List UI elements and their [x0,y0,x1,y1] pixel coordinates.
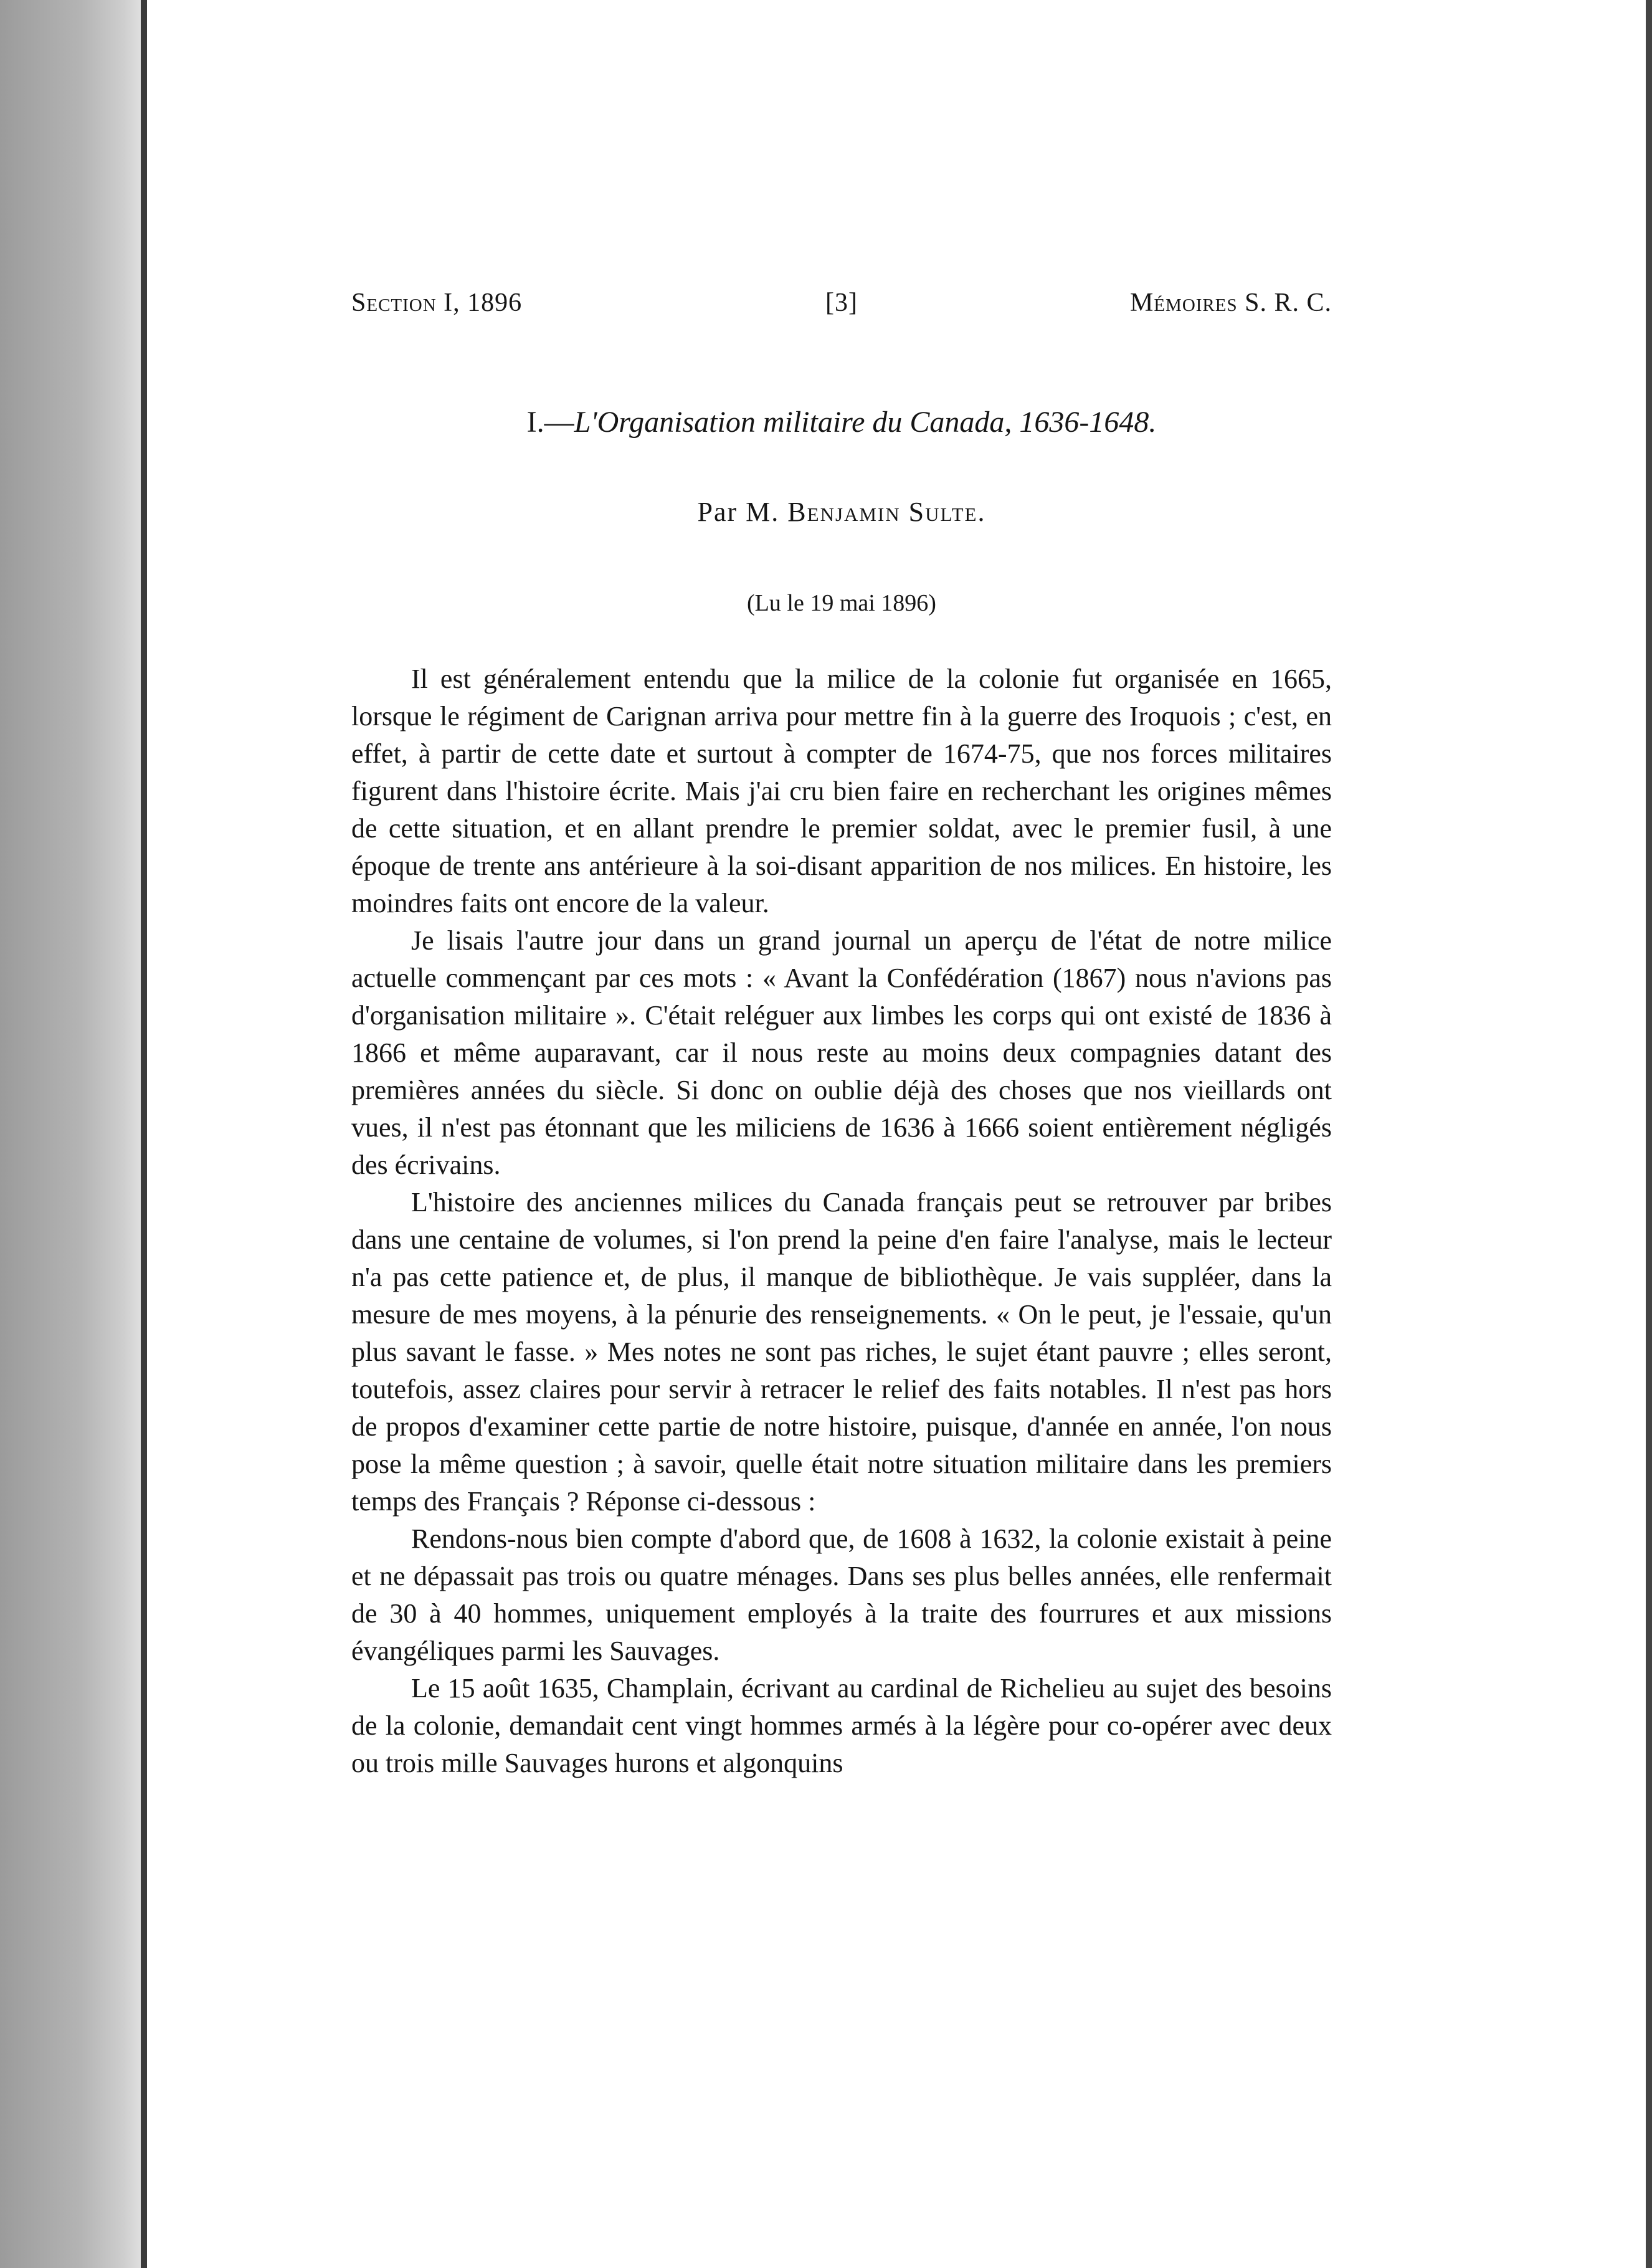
header-journal: Mémoires S. R. C. [1129,288,1332,317]
paragraph: L'histoire des anciennes milices du Canada français peut se retrouver par bribes dans une centaine de volumes, si l'on prend la peine d'en faire l'analyse, mais le lecteur n'a pas cette patience et, de plus, il manque de bibliothèque. Je vais suppléer, dans la mesure de mes moyens, à la pénurie des renseignements. « On le peut, je l'essaie, qu'un plus savant le fasse. » Mes notes ne sont pas riches, le sujet étant pauvre ; elles seront, toutefois, assez claires pour servir à retracer le relief des faits notables. Il n'est pas hors de propos d'examiner cette partie de notre histoire, puisque, d'année en année, l'on nous pose la même question ; à savoir, quelle était notre situation militaire dans les premiers temps des Français ? Réponse ci-dessous : [351,1187,1332,1517]
author-name: Benjamin Sulte. [787,497,986,527]
scan-edge-shadow [0,0,147,2268]
header-page-number: [3] [825,288,858,317]
header-section: Section I, 1896 [351,288,523,317]
paragraph: Le 15 août 1635, Champlain, écrivant au cardinal de Richelieu au sujet des besoins de la colonie, demandait cent vingt hommes armés à la légère pour co-opérer avec deux ou trois mille Sauvages hurons et algonquins [351,1673,1332,1778]
running-header [351,288,1332,325]
paragraph: Je lisais l'autre jour dans un grand journal un aperçu de l'état de notre milice actuelle commençant par ces mots : « Avant la Confédération (1867) nous n'avions pas d'organisation militaire ». C'était reléguer aux limbes les corps qui ont existé de 1836 à 1866 et même auparavant, car il nous reste au moins deux compagnies datant des premières années du siècle. Si donc on oublie déjà des choses que nos vieillards ont vues, il n'est pas étonnant que les miliciens de 1636 à 1666 soient entièrement négligés des écrivains. [351,925,1332,1180]
author-line [351,496,1332,528]
read-date: (Lu le 19 mai 1896) [747,590,936,616]
scan-right-edge [1646,0,1652,2268]
article-title [351,405,1332,439]
paragraph: Rendons-nous bien compte d'abord que, de 1608 à 1632, la colonie existait à peine et ne dépassait pas trois ou quatre ménages. Dans ses plus belles années, elle renfermait de 30 à 40 hommes, uniquement employés à la traite des fourrures et aux missions évangéliques parmi les Sauvages. [351,1523,1332,1666]
article-body [351,660,1332,1782]
paragraph: Il est généralement entendu que la milice de la colonie fut organisée en 1665, lorsque le régiment de Carignan arriva pour mettre fin à la guerre des Iroquois ; c'est, en effet, à partir de cette date et surtout à compter de 1674-75, que nos forces militaires figurent dans l'histoire écrite. Mais j'ai cru bien faire en recherchant les origines mêmes de cette situation, et en allant prendre le premier soldat, avec le premier fusil, à une époque de trente ans antérieure à la soi-disant apparition de nos milices. En histoire, les moindres faits ont encore de la valeur. [351,664,1332,918]
author-prefix: Par M. [697,497,780,527]
title-text: L'Organisation militaire du Canada, 1636-1648. [574,406,1157,439]
title-number: I.— [526,406,574,439]
